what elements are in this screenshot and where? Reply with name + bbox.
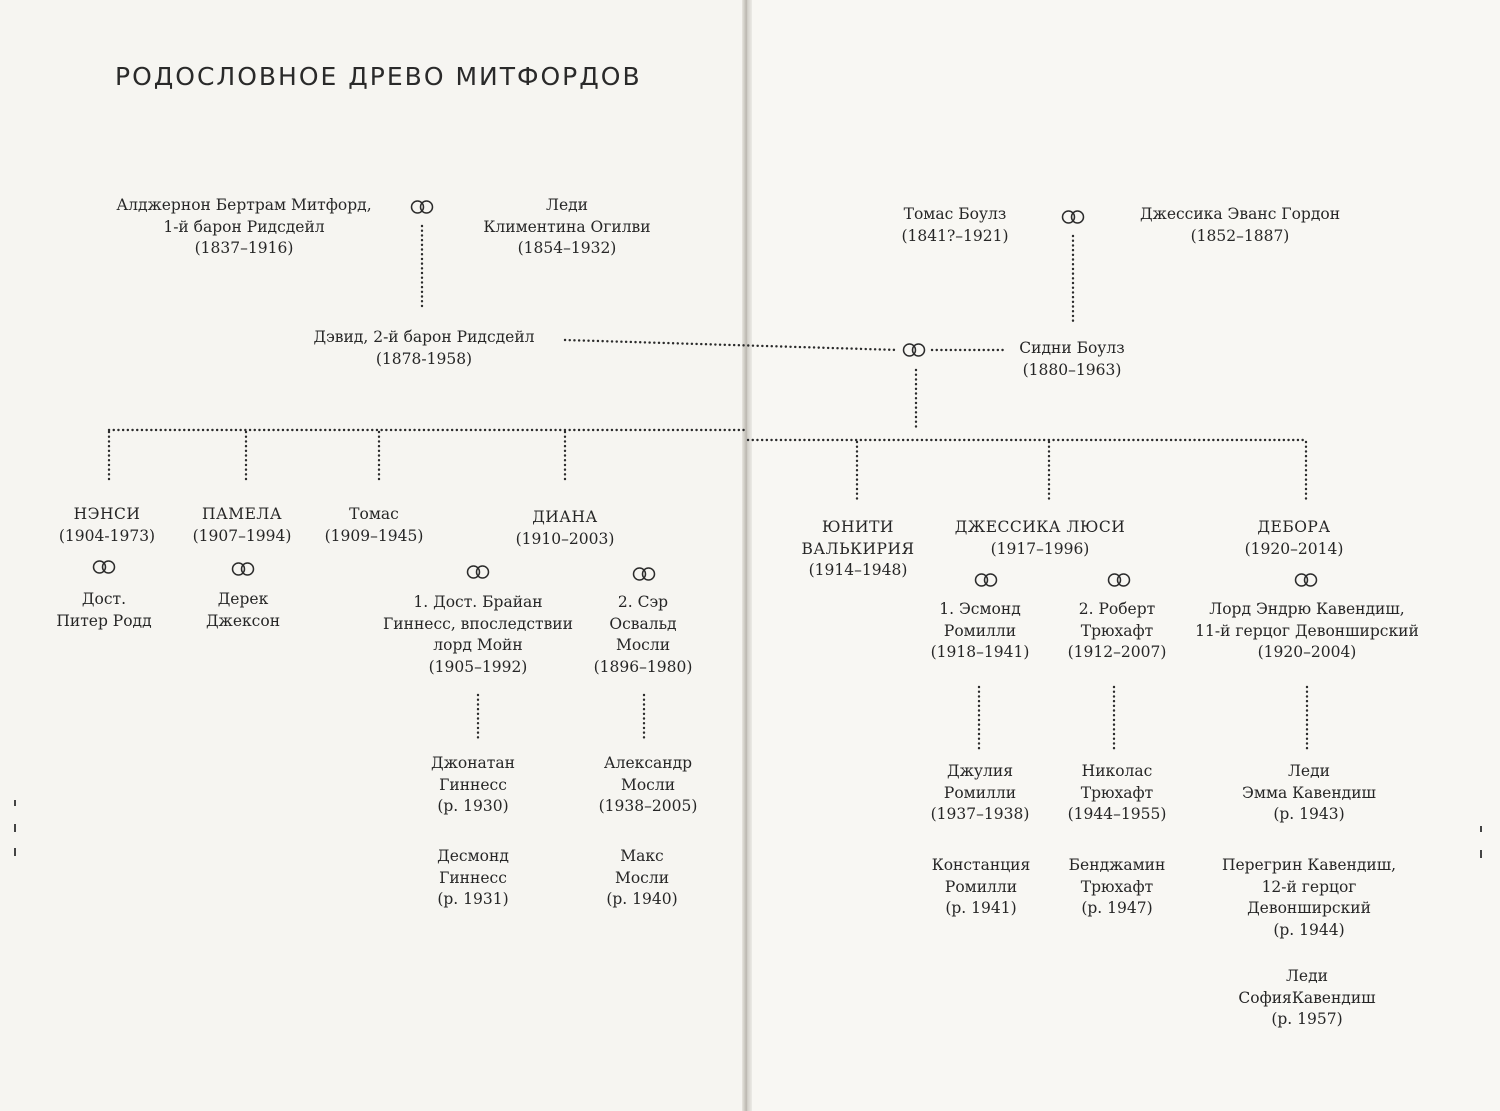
person-name-line: 1. Эсмонд [939, 600, 1021, 618]
marriage-rings-icon [631, 566, 657, 582]
person-name-line: Гиннесс [439, 775, 507, 794]
person-name-line: Леди [546, 196, 588, 214]
person-dates: (1909–1945) [324, 526, 424, 545]
person-name-line: Гиннесс, впоследствии [383, 614, 573, 633]
person-dates: (р. 1930) [437, 797, 509, 815]
person-dates: (1904-1973) [58, 526, 156, 545]
person-name-line: Джулия [947, 762, 1013, 780]
person-dates: (1905–1992) [428, 657, 528, 676]
person-dates: (1937–1938) [930, 805, 1030, 823]
person-name-line: Эмма Кавендиш [1242, 783, 1376, 802]
person-cavendish [1195, 599, 1419, 664]
person-jessica_gordon [1140, 204, 1340, 247]
person-nancy [59, 504, 155, 547]
person-name-line: Лорд Эндрю Кавендиш, [1209, 600, 1405, 618]
person-jackson [206, 589, 280, 632]
person-name-line: Девонширский [1247, 899, 1371, 917]
person-sydney [1019, 338, 1124, 381]
person-dates: (1918–1941) [930, 643, 1030, 661]
person-name-line: Джонатан [431, 754, 515, 772]
person-name-line: Трюхафт [1080, 621, 1154, 640]
person-julia [931, 761, 1030, 826]
marriage-rings-icon [91, 559, 117, 575]
person-alexander [599, 753, 698, 818]
person-name-line: Гиннесс [439, 868, 507, 887]
person-dates: (1920–2014) [1244, 539, 1344, 558]
person-thomas_bowles [901, 204, 1008, 247]
person-diana [516, 507, 615, 550]
person-nicholas [1068, 761, 1167, 826]
marriage-rings-icon [901, 342, 927, 358]
person-name-line: Алджернон Бертрам Митфорд, [116, 196, 372, 214]
person-name-line: ВАЛЬКИРИЯ [801, 539, 915, 558]
person-name-line: Томас Боулз [903, 205, 1007, 223]
person-name-line: ДИАНА [532, 508, 598, 526]
person-name-line: ДЕБОРА [1257, 518, 1331, 536]
person-dates: (1914–1948) [808, 561, 908, 579]
person-name-line: Ромилли [944, 877, 1018, 896]
person-name-line: Десмонд [437, 847, 509, 865]
person-constancia [932, 855, 1031, 920]
person-name-line: Леди [1288, 762, 1330, 780]
person-dates: (1854–1932) [517, 239, 617, 257]
marriage-rings-icon [1106, 572, 1132, 588]
person-name-line: Томас [349, 505, 399, 523]
person-clementine [483, 195, 650, 260]
person-desmond [437, 846, 509, 911]
person-dates: (р. 1940) [606, 890, 678, 908]
person-dates: (1907–1994) [192, 526, 292, 545]
person-rodd [56, 589, 151, 632]
person-name-line: Дэвид, 2-й барон Ридсдейл [313, 328, 535, 346]
person-sophia [1238, 966, 1375, 1031]
person-dates: (1841?–1921) [901, 226, 1009, 245]
person-dates: (1878-1958) [375, 349, 473, 368]
person-name-line: ДЖЕССИКА ЛЮСИ [954, 518, 1126, 536]
person-name-line: Мосли [614, 868, 670, 887]
person-name-line: 2. Роберт [1078, 600, 1156, 618]
person-name-line: Дерек [217, 590, 269, 608]
person-deborah [1245, 517, 1344, 560]
person-name-line: Питер Родд [56, 611, 152, 630]
marriage-rings-icon [409, 199, 435, 215]
person-name-line: 1. Дост. Брайан [413, 593, 543, 611]
person-unity [802, 517, 915, 582]
person-david [313, 327, 534, 370]
person-name-line: лорд Мойн [433, 636, 523, 654]
person-name-line: 2. Сэр [617, 593, 669, 611]
person-name-line: Дост. [81, 590, 127, 608]
person-dates: (1910–2003) [515, 529, 615, 548]
person-name-line: Сидни Боулз [1019, 339, 1125, 357]
person-benjamin [1069, 855, 1166, 920]
person-emma [1242, 761, 1376, 826]
person-name-line: Климентина Огилви [483, 217, 651, 236]
person-tom [325, 504, 424, 547]
marriage-rings-icon [230, 561, 256, 577]
person-name-line: Ромилли [943, 621, 1017, 640]
person-dates: (р. 1947) [1081, 899, 1153, 917]
person-name-line: Перегрин Кавендиш, [1221, 856, 1397, 874]
person-name-line: ПАМЕЛА [201, 505, 283, 523]
person-mosley [594, 592, 693, 678]
person-name-line: Трюхафт [1080, 877, 1154, 896]
person-dates: (1852–1887) [1190, 226, 1290, 245]
person-dates: (р. 1943) [1273, 805, 1345, 823]
person-max [606, 846, 677, 911]
person-jessica [955, 517, 1126, 560]
person-name-line: Бенджамин [1068, 856, 1166, 874]
person-name-line: СофияКавендиш [1238, 988, 1376, 1007]
person-dates: (1917–1996) [990, 539, 1090, 558]
person-peregrine [1222, 855, 1396, 941]
person-algernon [116, 195, 371, 260]
person-name-line: Александр [603, 754, 693, 772]
person-name-line: Освальд [609, 614, 677, 633]
person-dates: (1920–2004) [1257, 643, 1357, 661]
person-jonathan [431, 753, 515, 818]
person-name-line: Мосли [615, 636, 671, 654]
person-dates: (1837–1916) [194, 239, 294, 257]
person-name-line: Констанция [931, 856, 1031, 874]
page-title: РОДОСЛОВНОЕ ДРЕВО МИТФОРДОВ [115, 62, 642, 91]
person-name-line: Леди [1286, 967, 1328, 985]
person-name-line: Ромилли [943, 783, 1017, 802]
person-name-line: Трюхафт [1080, 783, 1154, 802]
person-name-line: 11-й герцог Девонширский [1195, 621, 1419, 640]
marriage-rings-icon [1060, 209, 1086, 225]
person-dates: (1912–2007) [1067, 643, 1167, 661]
person-name-line: Николас [1081, 762, 1153, 780]
person-dates: (1944–1955) [1067, 805, 1167, 823]
marriage-rings-icon [973, 572, 999, 588]
marriage-rings-icon [1293, 572, 1319, 588]
person-dates: (р. 1931) [437, 890, 509, 908]
person-name-line: ЮНИТИ [822, 518, 894, 536]
person-name-line: Джессика Эванс Гордон [1139, 205, 1341, 223]
person-dates: (р. 1957) [1271, 1010, 1343, 1028]
person-name-line: 12-й герцог [1261, 877, 1357, 896]
person-treuhaft [1068, 599, 1167, 664]
person-pamela [193, 504, 292, 547]
person-name-line: Джексон [205, 611, 281, 630]
person-name-line: НЭНСИ [73, 505, 141, 523]
person-dates: (р. 1944) [1273, 920, 1345, 939]
person-romilly [931, 599, 1030, 664]
person-name-line: 1-й барон Ридсдейл [163, 217, 325, 236]
person-guinness [383, 592, 573, 678]
person-dates: (1896–1980) [593, 657, 693, 676]
connector-david-to-ring [565, 340, 898, 350]
person-dates: (1938–2005) [598, 797, 698, 815]
person-name-line: Макс [620, 847, 664, 865]
person-dates: (1880–1963) [1022, 360, 1122, 379]
marriage-rings-icon [465, 564, 491, 580]
person-name-line: Мосли [620, 775, 676, 794]
person-dates: (р. 1941) [945, 899, 1017, 917]
